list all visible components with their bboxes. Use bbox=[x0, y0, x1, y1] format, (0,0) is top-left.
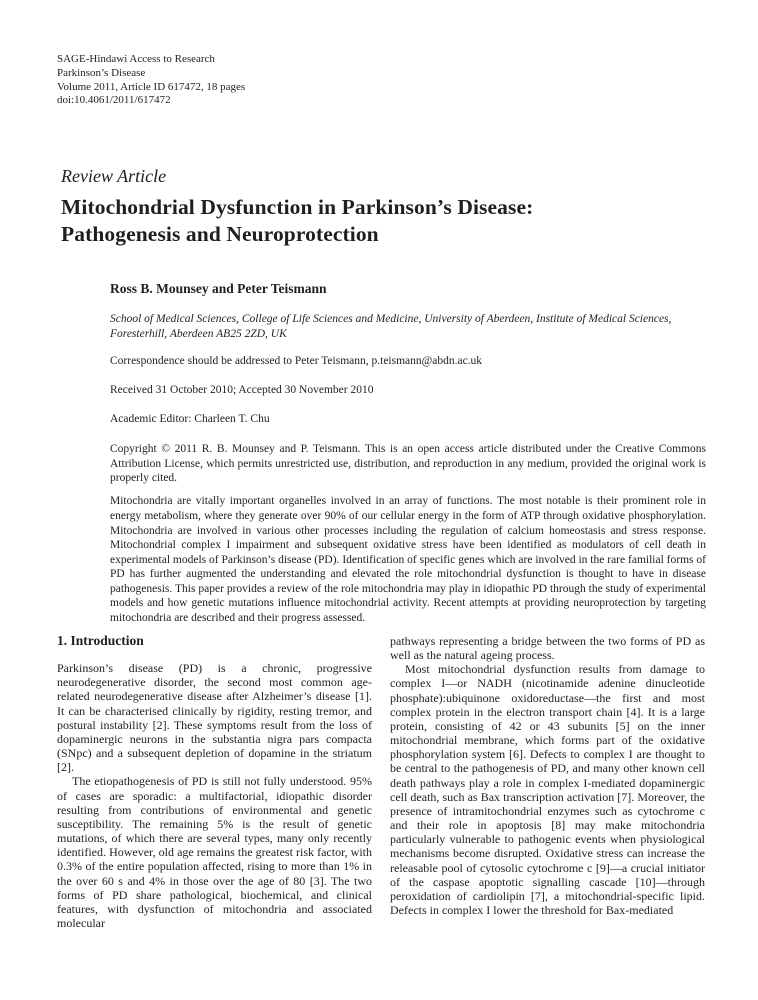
intro-paragraph-continuation: pathways representing a bridge between the two forms of PD as well as the natural ageing process. bbox=[390, 634, 705, 663]
volume-info: Volume 2011, Article ID 617472, 18 pages bbox=[57, 80, 246, 93]
article-type-label: Review Article bbox=[61, 166, 167, 186]
abstract-text: Mitochondria are vitally important organelles involved in an array of functions. The most notable is their prominent role in energy metabolism, where they generate over 90% of our cellular energy in the form of ATP through oxidative phosphorylation. Mitochondria are involved in various other processes including the regulation of calcium homeostasis and stress response. Mitochondrial complex I impairment and subsequent oxidative stress have been identified as modulators of cell death in experimental models of Parkinson’s disease (PD). Identification of specific genes which are involved in the rare familial forms of PD has further augmented the understanding and elevated the role mitochondrial dysfunction is thought to have in disease pathogenesis. This paper provides a review of the role mitochondria may play in idiopathic PD through the study of experimental models and how genetic mutations influence mitochondrial activity. Recent attempts at providing neuroprotection by targeting mitochondria are described and their progress assessed. bbox=[110, 495, 706, 624]
right-column bbox=[390, 634, 705, 930]
intro-paragraph: Parkinson’s disease (PD) is a chronic, progressive neurodegenerative disorder, the second most common age-related neurodegenerative disease after Alzheimer’s disease [1]. It can be characterised clinically by rigidity, resting tremor, and postural instability [2]. These symptoms result from the loss of dopaminergic neurons in the substantia nigra pars compacta (SNpc) and a subsequent depletion of dopamine in the striatum [2]. bbox=[57, 661, 372, 775]
correspondence-line: Correspondence should be addressed to Peter Teismann, p.teismann@abdn.ac.uk bbox=[110, 355, 483, 368]
authors-line: Ross B. Mounsey and Peter Teismann bbox=[110, 281, 327, 296]
affiliation-line: School of Medical Sciences, College of Life Sciences and Medicine, University of Aberdeen, Institute of Medical Sciences, Foresterhill, Aberdeen AB25 2ZD, UK bbox=[110, 313, 672, 340]
section-heading-introduction: 1. Introduction bbox=[57, 633, 144, 648]
page-title: Mitochondrial Dysfunction in Parkinson’s Disease: Pathogenesis and Neuroprotection bbox=[61, 195, 534, 246]
front-matter bbox=[110, 281, 706, 625]
academic-editor-line: Academic Editor: Charleen T. Chu bbox=[110, 413, 270, 426]
intro-paragraph: Most mitochondrial dysfunction results from damage to complex I—or NADH (nicotinamide adenine dinucleotide phosphate):ubiquinone oxidoreductase—the first and most complex protein in the electron transport chain [4]. It is a large protein, consisting of 42 or 43 subunits [5] on the inner mitochondrial membrane, which forms part of the oxidative phosphorylation system [6]. Defects to complex I are thought to be central to the pathogenesis of PD, and many other known cell death pathways play a role in complex I-mediated dopaminergic cell death, such as Bax transcription activation [7]. Moreover, the presence of intramitochondrial enzymes such as cytochrome c and their role in apoptosis [8] may make mitochondria particularly vulnerable to pathogenic events when physiological mechanisms become disrupted. Oxidative stress can increase the releasable pool of cytosolic cytochrome c [9]—a crucial initiator of the caspase apoptotic signalling cascade [10]—through peroxidation of cardiolipin [7], a mitochondrial-specific lipid. Defects in complex I lower the threshold for Bax-mediated bbox=[390, 662, 705, 917]
doi-line: doi:10.4061/2011/617472 bbox=[57, 94, 171, 107]
journal-name: Parkinson’s Disease bbox=[57, 66, 146, 79]
journal-header bbox=[57, 53, 245, 108]
intro-paragraph: The etiopathogenesis of PD is still not fully understood. 95% of cases are sporadic: a multifactorial, idiopathic disorder resulting from contributions of environmental and genetic susceptibility. The remaining 5% is the result of genetic mutations, of which there are several types, many only recently identified. However, old age remains the greatest risk factor, with 0.3% of the entire population affected, rising to more than 1% in the over 60 s and 4% in those over the age of 80 [3]. The two forms of PD share pathological, biochemical, and clinical features, with dysfunction of mitochondria and associated molecular bbox=[57, 774, 372, 930]
received-accepted-line: Received 31 October 2010; Accepted 30 November 2010 bbox=[110, 384, 374, 397]
publisher-line: SAGE-Hindawi Access to Research bbox=[57, 53, 215, 65]
body-columns bbox=[57, 634, 705, 930]
copyright-notice: Copyright © 2011 R. B. Mounsey and P. Teismann. This is an open access article distributed under the Creative Commons Attribution License, which permits unrestricted use, distribution, and reproduction in any medium, provided the original work is properly cited. bbox=[110, 443, 706, 484]
left-column bbox=[57, 634, 372, 930]
